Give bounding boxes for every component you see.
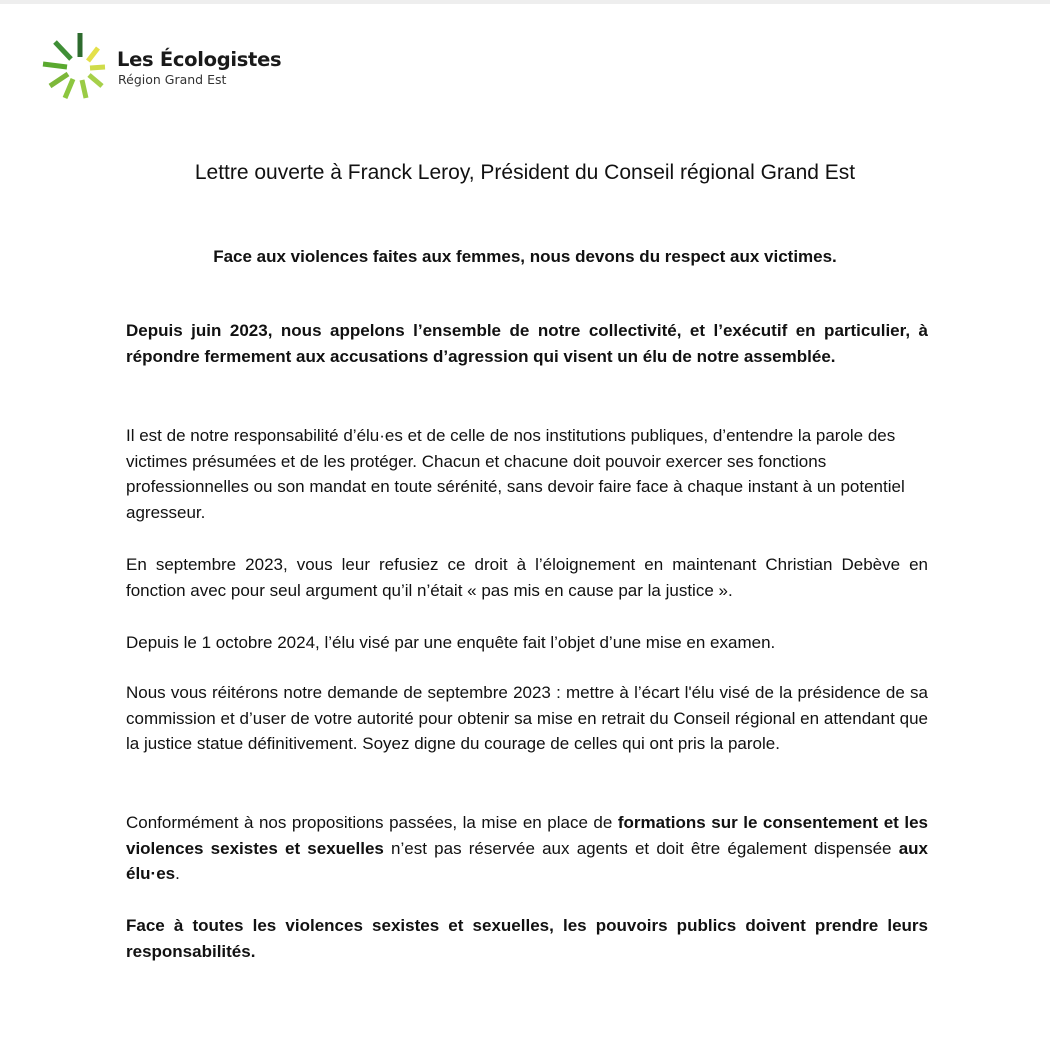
document-title: Lettre ouverte à Franck Leroy, Président du Conseil régional Grand Est	[194, 161, 856, 184]
training-text-bold-1: formations sur le consentement et les violences sexistes et sexuelles	[126, 813, 928, 858]
paragraph-september-2023: En septembre 2023, vous leur refusiez ce droit à l’éloignement en maintenant Christian Debève en fonction avec pour seul argument qu’il n’était « pas mis en cause par la justice ».	[126, 555, 928, 600]
top-border	[0, 0, 1050, 4]
sun-rays-icon	[40, 28, 110, 103]
logo-subtitle: Région Grand Est	[118, 72, 227, 87]
logo	[40, 28, 300, 103]
paragraph-october-2024: Depuis le 1 octobre 2024, l’élu visé par une enquête fait l’objet d’une mise en examen.	[126, 633, 776, 652]
logo-ray	[88, 48, 98, 61]
logo-ray	[43, 64, 67, 67]
logo-ray	[55, 42, 71, 59]
paragraph-training	[126, 810, 928, 887]
paragraph-responsibility: Il est de notre responsabilité d’élu·es et de celle de nos institutions publiques, d’entendre la parole des victimes présumées et de les protéger. Chacun et chacune doit pouvoir exercer ses fonctions professionnelles ou son mandat en toute sérénité, sans devoir faire face à chaque instant à un potentiel agresseur.	[126, 426, 905, 522]
training-text-3: .	[175, 864, 180, 883]
logo-ray	[82, 80, 86, 98]
training-text-2: n’est pas réservée aux agents et doit être également dispensée	[383, 838, 899, 858]
paragraph-demand: Nous vous réitérons notre demande de septembre 2023 : mettre à l’écart l'élu visé de la présidence de sa commission et d’user de votre autorité pour obtenir sa mise en retrait du Conseil régional en attendant que la justice statue définitivement. Soyez digne du courage de celles qui ont pris la parole.	[126, 683, 928, 753]
logo-ray	[65, 79, 73, 98]
logo-ray	[90, 67, 105, 68]
paragraph-conclusion: Face à toutes les violences sexistes et sexuelles, les pouvoirs publics doivent prendre leurs responsabilités.	[126, 916, 928, 961]
paragraph-intro: Depuis juin 2023, nous appelons l’ensemble de notre collectivité, et l’exécutif en particulier, à répondre fermement aux accusations d’agression qui visent un élu de notre assemblée.	[126, 321, 928, 366]
logo-title: Les Écologistes	[117, 48, 282, 71]
training-text-1: Conformément à nos propositions passées, la mise en place de	[126, 813, 618, 832]
logo-ray	[50, 74, 68, 86]
training-text-bold-2: aux élu·es	[126, 838, 928, 883]
logo-ray	[89, 75, 102, 86]
document-subtitle: Face aux violences faites aux femmes, nous devons du respect aux victimes.	[213, 247, 837, 266]
